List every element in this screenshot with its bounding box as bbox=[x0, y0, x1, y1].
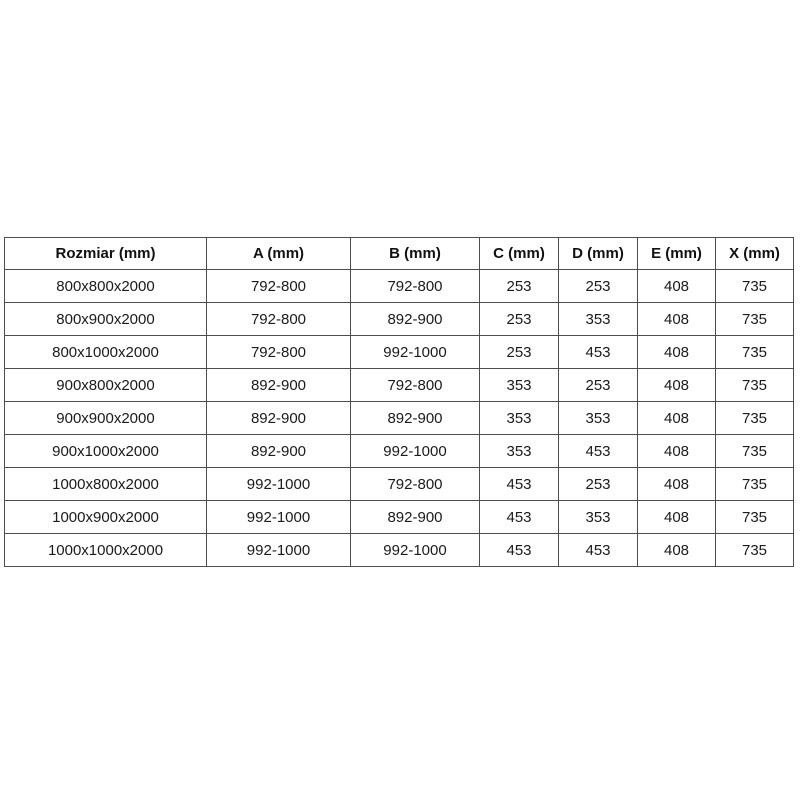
column-header-x: X (mm) bbox=[716, 238, 794, 270]
cell-rozmiar: 800x800x2000 bbox=[5, 270, 207, 303]
table-row bbox=[5, 534, 794, 567]
table-row bbox=[5, 303, 794, 336]
cell-a: 892-900 bbox=[207, 369, 351, 402]
cell-b: 792-800 bbox=[351, 270, 480, 303]
cell-d: 353 bbox=[559, 501, 638, 534]
cell-x: 735 bbox=[716, 369, 794, 402]
cell-x: 735 bbox=[716, 501, 794, 534]
cell-b: 992-1000 bbox=[351, 534, 480, 567]
cell-a: 892-900 bbox=[207, 435, 351, 468]
cell-b: 892-900 bbox=[351, 501, 480, 534]
cell-e: 408 bbox=[638, 435, 716, 468]
table-row bbox=[5, 270, 794, 303]
cell-a: 992-1000 bbox=[207, 501, 351, 534]
cell-d: 353 bbox=[559, 303, 638, 336]
cell-e: 408 bbox=[638, 336, 716, 369]
table-row bbox=[5, 369, 794, 402]
column-header-e: E (mm) bbox=[638, 238, 716, 270]
cell-x: 735 bbox=[716, 435, 794, 468]
cell-rozmiar: 1000x800x2000 bbox=[5, 468, 207, 501]
cell-rozmiar: 900x900x2000 bbox=[5, 402, 207, 435]
table-row bbox=[5, 435, 794, 468]
column-header-c: C (mm) bbox=[480, 238, 559, 270]
table-row bbox=[5, 336, 794, 369]
cell-x: 735 bbox=[716, 270, 794, 303]
cell-c: 353 bbox=[480, 369, 559, 402]
table-row bbox=[5, 501, 794, 534]
cell-e: 408 bbox=[638, 369, 716, 402]
cell-d: 453 bbox=[559, 435, 638, 468]
cell-c: 453 bbox=[480, 501, 559, 534]
cell-d: 253 bbox=[559, 468, 638, 501]
cell-b: 892-900 bbox=[351, 402, 480, 435]
cell-x: 735 bbox=[716, 336, 794, 369]
column-header-a: A (mm) bbox=[207, 238, 351, 270]
cell-x: 735 bbox=[716, 303, 794, 336]
cell-a: 892-900 bbox=[207, 402, 351, 435]
cell-rozmiar: 800x900x2000 bbox=[5, 303, 207, 336]
dimension-spec-table-container bbox=[4, 237, 794, 567]
cell-a: 792-800 bbox=[207, 303, 351, 336]
cell-a: 792-800 bbox=[207, 270, 351, 303]
cell-b: 892-900 bbox=[351, 303, 480, 336]
cell-b: 992-1000 bbox=[351, 336, 480, 369]
cell-c: 453 bbox=[480, 468, 559, 501]
cell-rozmiar: 1000x900x2000 bbox=[5, 501, 207, 534]
cell-x: 735 bbox=[716, 534, 794, 567]
cell-c: 453 bbox=[480, 534, 559, 567]
cell-b: 792-800 bbox=[351, 369, 480, 402]
cell-rozmiar: 900x1000x2000 bbox=[5, 435, 207, 468]
table-row bbox=[5, 402, 794, 435]
cell-d: 253 bbox=[559, 369, 638, 402]
cell-e: 408 bbox=[638, 501, 716, 534]
cell-c: 253 bbox=[480, 303, 559, 336]
cell-e: 408 bbox=[638, 402, 716, 435]
cell-e: 408 bbox=[638, 534, 716, 567]
cell-d: 453 bbox=[559, 534, 638, 567]
cell-e: 408 bbox=[638, 468, 716, 501]
cell-rozmiar: 1000x1000x2000 bbox=[5, 534, 207, 567]
cell-a: 992-1000 bbox=[207, 534, 351, 567]
table-body bbox=[5, 270, 794, 567]
cell-b: 992-1000 bbox=[351, 435, 480, 468]
column-header-rozmiar: Rozmiar (mm) bbox=[5, 238, 207, 270]
cell-d: 253 bbox=[559, 270, 638, 303]
dimension-spec-table bbox=[4, 237, 794, 567]
cell-b: 792-800 bbox=[351, 468, 480, 501]
cell-c: 253 bbox=[480, 270, 559, 303]
cell-a: 792-800 bbox=[207, 336, 351, 369]
cell-d: 453 bbox=[559, 336, 638, 369]
cell-e: 408 bbox=[638, 270, 716, 303]
column-header-d: D (mm) bbox=[559, 238, 638, 270]
table-header bbox=[5, 238, 794, 270]
cell-rozmiar: 800x1000x2000 bbox=[5, 336, 207, 369]
cell-x: 735 bbox=[716, 402, 794, 435]
cell-a: 992-1000 bbox=[207, 468, 351, 501]
cell-rozmiar: 900x800x2000 bbox=[5, 369, 207, 402]
header-row bbox=[5, 238, 794, 270]
table-row bbox=[5, 468, 794, 501]
cell-c: 353 bbox=[480, 402, 559, 435]
cell-c: 353 bbox=[480, 435, 559, 468]
cell-c: 253 bbox=[480, 336, 559, 369]
cell-x: 735 bbox=[716, 468, 794, 501]
cell-d: 353 bbox=[559, 402, 638, 435]
column-header-b: B (mm) bbox=[351, 238, 480, 270]
cell-e: 408 bbox=[638, 303, 716, 336]
